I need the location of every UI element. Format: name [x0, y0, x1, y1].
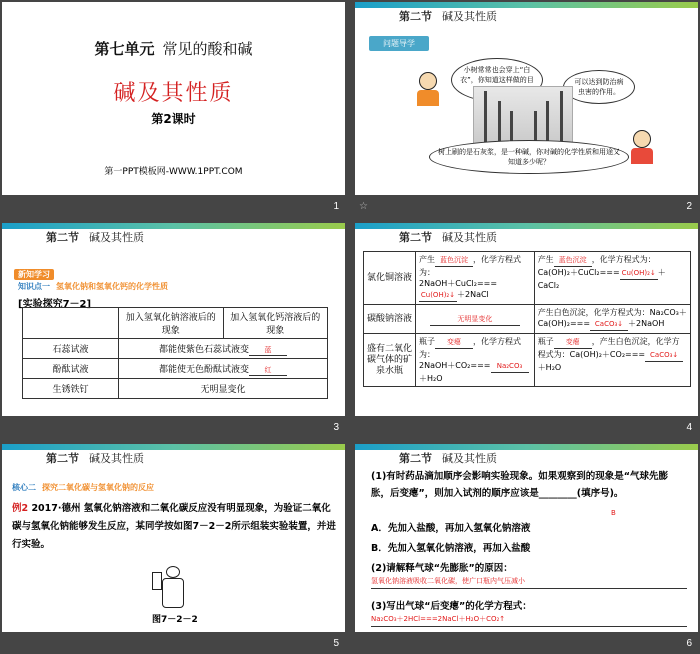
table-row	[364, 252, 691, 305]
slide-4[interactable]	[355, 223, 698, 436]
slide-title: 碱及其性质	[113, 81, 234, 106]
page-number: 1	[333, 201, 339, 212]
table-cell: 产生 蓝色沉淀 ，化学方程式为： 2NaOH＋CuCl₂===Cu(OH)₂↓ ＋2NaCl	[416, 252, 535, 305]
tree-road-picture	[473, 86, 573, 148]
knowledge-point: 知识点一 氢氧化钠和氢氧化钙的化学性质	[18, 282, 168, 291]
table-cell: 盛有二氧化碳气体的矿泉水瓶	[364, 334, 416, 387]
star-icon: ☆	[359, 201, 368, 212]
site-text: 第一PPT模板网-WWW.1PPT.COM	[104, 167, 243, 177]
option-b: B．先加入氢氧化钠溶液，再加入盐酸	[371, 543, 531, 554]
table-cell: 产生 蓝色沉淀 ，化学方程式为：Ca(OH)₂＋CuCl₂=== Cu(OH)₂↓ ＋CaCl₂	[534, 252, 690, 305]
table-cell: 石蕊试液	[23, 339, 119, 359]
table-row	[23, 379, 328, 399]
table-cell: 都能使无色酚酞试液变 红	[119, 359, 328, 379]
table-cell: 都能使紫色石蕊试液变 蓝	[119, 339, 328, 359]
slide-3[interactable]	[2, 223, 345, 436]
dropper-icon	[152, 572, 162, 590]
speech-bubble: 树上刷的是石灰浆，是一种碱，你对碱的化学性质和用途又知道多少呢？	[429, 140, 629, 174]
table-row	[364, 334, 691, 387]
slide-6[interactable]	[355, 444, 698, 652]
answer-3: Na₂CO₃＋2HCl===2NaCl＋H₂O＋CO₂↑	[371, 612, 687, 627]
girl-icon	[415, 72, 441, 106]
table-row	[23, 308, 328, 339]
apparatus-figure	[150, 564, 196, 612]
slide-footer	[2, 195, 345, 215]
figure-caption: 图7－2－2	[152, 615, 198, 625]
section-tag: 新知学习	[14, 269, 58, 280]
answer-1: B	[611, 509, 616, 517]
section-heading: 第二节 碱及其性质	[46, 231, 144, 244]
question-1: (1)有时药品滴加顺序会影响实验现象。如果观察到的现象是“气球先膨胀，后变瘪”，则加入试剂的顺序应该是________(填序号)。	[371, 471, 669, 499]
lesson-label: 第2课时	[151, 112, 196, 126]
slide-footer	[355, 195, 698, 215]
answer-2: 氢氧化钠溶液吸收二氧化碳，使广口瓶内气压减小	[371, 574, 687, 589]
slide-5[interactable]	[2, 444, 345, 652]
section-heading: 第二节 碱及其性质	[399, 231, 497, 244]
table-cell: 产生白色沉淀，化学方程式为：Na₂CO₃＋Ca(OH)₂=== CaCO₃↓ ＋2NaOH	[534, 305, 690, 334]
option-a: A．先加入盐酸，再加入氢氧化钠溶液	[371, 523, 531, 534]
experiment-label: [实验探究7－2]	[18, 299, 92, 310]
page-number: 3	[333, 422, 339, 433]
table-cell: 氯化铜溶液	[364, 252, 416, 305]
reaction-table	[363, 251, 691, 387]
table-cell: 碳酸钠溶液	[364, 305, 416, 334]
speech-bubble: 可以达到防治病虫害的作用。	[563, 70, 635, 104]
slide-footer	[2, 416, 345, 436]
experiment-table	[22, 307, 328, 399]
table-cell: 酚酞试液	[23, 359, 119, 379]
table-row	[23, 339, 328, 359]
table-header: 加入氢氧化钙溶液后的现象	[223, 308, 328, 339]
table-header: 加入氢氧化钠溶液后的现象	[119, 308, 224, 339]
table-row	[364, 305, 691, 334]
balloon-icon	[166, 566, 180, 578]
unit-heading: 第七单元 常见的酸和碱	[94, 40, 253, 58]
table-row	[23, 359, 328, 379]
question-3: (3)写出气球“后变瘪”的化学方程式：	[371, 601, 532, 612]
flask-icon	[162, 578, 184, 608]
table-cell: 瓶子 变瘪 ，产生白色沉淀，化学方程式为：Ca(OH)₂＋CO₂=== CaCO₃↓＋H₂O	[534, 334, 690, 387]
slide-footer	[2, 632, 345, 652]
slide-footer	[355, 416, 698, 436]
question-2: (2)请解释气球“先膨胀”的原因：	[371, 563, 513, 574]
table-cell: 瓶子 变瘪 ，化学方程式为： 2NaOH＋CO₂=== Na₂CO₃＋H₂O	[416, 334, 535, 387]
section-tag: 问题导学	[369, 36, 429, 51]
page-number: 5	[333, 638, 339, 649]
table-cell: 生锈铁钉	[23, 379, 119, 399]
slide-footer	[355, 632, 698, 652]
page-number: 4	[686, 422, 692, 433]
slide-2[interactable]	[355, 2, 698, 215]
section-heading: 第二节 碱及其性质	[399, 452, 497, 465]
boy-icon	[629, 130, 655, 164]
page-number: 2	[686, 201, 692, 212]
table-cell: 无明显变化	[119, 379, 328, 399]
section-heading: 第二节 碱及其性质	[46, 452, 144, 465]
speech-bubble: 小树常常也会穿上“白衣”，你知道这样做的目	[451, 58, 543, 102]
example-text: 例2 2017·德州 氢氧化钠溶液和二氧化碳反应没有明显现象，为验证二氧化碳与氢氧化钠能够发生反应，某同学按如图7－2－2所示组装实验装置，并进行实验。	[12, 503, 336, 550]
table-cell: 无明显变化	[416, 305, 535, 334]
page-number: 6	[686, 638, 692, 649]
section-heading: 第二节 碱及其性质	[399, 10, 497, 23]
knowledge-point: 核心二 探究二氧化碳与氢氧化钠的反应	[12, 483, 154, 492]
slide-1[interactable]	[2, 2, 345, 215]
